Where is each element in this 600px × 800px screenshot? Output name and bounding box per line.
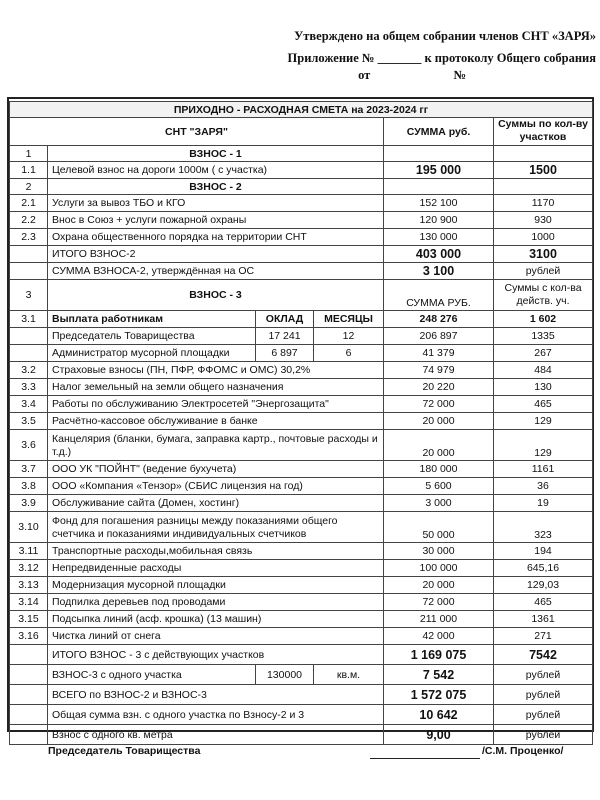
- row-number: 3.8: [10, 478, 48, 495]
- row-sum: 42 000: [384, 628, 494, 645]
- col-count-header: Суммы по кол-ву участков: [494, 118, 593, 146]
- v2-total-sum: 403 000: [384, 246, 494, 263]
- section-number: 3: [10, 280, 48, 311]
- signature-role: Председатель Товарищества: [48, 745, 201, 757]
- empty-cell: [384, 179, 494, 195]
- row-number: 3.15: [10, 611, 48, 628]
- table-row: [10, 543, 593, 560]
- summary-row: [10, 685, 593, 705]
- row-count: 19: [494, 495, 593, 512]
- table-row: [10, 430, 593, 461]
- v2-approved-row: [10, 263, 593, 280]
- row-name: Страховые взносы (ПН, ПФР, ФФОМС и ОМС) 30,2%: [48, 362, 384, 379]
- row-name: Целевой взнос на дороги 1000м ( с участка): [48, 162, 384, 179]
- worker-count: 267: [494, 345, 593, 362]
- worker-sum: 41 379: [384, 345, 494, 362]
- row-number: 3.1: [10, 311, 48, 328]
- row-count: 1170: [494, 195, 593, 212]
- summary-label: Общая сумма взн. с одного участка по Взносу-2 и 3: [48, 705, 384, 725]
- v3-per-plot-unit: рублей: [494, 665, 593, 685]
- empty-cell: [384, 146, 494, 162]
- row-count: 129,03: [494, 577, 593, 594]
- row-name: Обслуживание сайта (Домен, хостинг): [48, 495, 384, 512]
- table-row: [10, 560, 593, 577]
- row-name: Налог земельный на земли общего назначения: [48, 379, 384, 396]
- row-sum: 211 000: [384, 611, 494, 628]
- empty-cell: [10, 328, 48, 345]
- worker-row: [10, 345, 593, 362]
- budget-table: [9, 101, 593, 745]
- row-sum: 50 000: [384, 512, 494, 543]
- empty-cell: [10, 345, 48, 362]
- row-name: Услуги за вывоз ТБО и КГО: [48, 195, 384, 212]
- column-header-row: [10, 118, 593, 146]
- summary-sum: 1 572 075: [384, 685, 494, 705]
- salary-header: ОКЛАД: [256, 311, 314, 328]
- row-count: 271: [494, 628, 593, 645]
- workers-sum: 248 276: [384, 311, 494, 328]
- row-sum: 195 000: [384, 162, 494, 179]
- v2-approved-sum: 3 100: [384, 263, 494, 280]
- col-name-header: СНТ "ЗАРЯ": [10, 118, 384, 146]
- row-count: 1361: [494, 611, 593, 628]
- empty-cell: [10, 246, 48, 263]
- worker-sum: 206 897: [384, 328, 494, 345]
- row-sum: 74 979: [384, 362, 494, 379]
- worker-count: 1335: [494, 328, 593, 345]
- date-number-line: [0, 68, 596, 83]
- row-name: Фонд для погашения разницы между показаниями общего счетчика и показаниями индивидуальных счетчиков: [48, 512, 384, 543]
- row-name: Работы по обслуживанию Электросетей "Энергозащита": [48, 396, 384, 413]
- summary-row: [10, 705, 593, 725]
- row-count: 1161: [494, 461, 593, 478]
- summary-row: [10, 725, 593, 745]
- section-number: 1: [10, 146, 48, 162]
- row-count: 36: [494, 478, 593, 495]
- section-2-row: [10, 179, 593, 195]
- area-value: 130000: [256, 665, 314, 685]
- row-sum: 20 000: [384, 577, 494, 594]
- row-sum: 5 600: [384, 478, 494, 495]
- summary-label: Взнос с одного кв. метра: [48, 725, 384, 745]
- row-sum: 72 000: [384, 594, 494, 611]
- row-number: 3.16: [10, 628, 48, 645]
- row-name: ООО «Компания «Тензор» (СБИС лицензия на год): [48, 478, 384, 495]
- worker-name: Председатель Товарищества: [48, 328, 256, 345]
- empty-cell: [10, 645, 48, 665]
- worker-row: [10, 328, 593, 345]
- worker-salary: 17 241: [256, 328, 314, 345]
- table-row: [10, 396, 593, 413]
- v3-per-plot-label: ВЗНОС-3 с одного участка: [48, 665, 256, 685]
- v3-per-plot-sum: 7 542: [384, 665, 494, 685]
- row-number: 3.14: [10, 594, 48, 611]
- row-name: ООО УК "ПОЙНТ" (ведение бухучета): [48, 461, 384, 478]
- summary-sum: 9,00: [384, 725, 494, 745]
- row-count: 1000: [494, 229, 593, 246]
- table-row: [10, 362, 593, 379]
- table-row: [10, 413, 593, 430]
- workers-header-row: [10, 311, 593, 328]
- v3-total-sum: 1 169 075: [384, 645, 494, 665]
- row-sum: 20 000: [384, 430, 494, 461]
- empty-cell: [10, 725, 48, 745]
- section-title: ВЗНОС - 2: [48, 179, 384, 195]
- row-name: Расчётно-кассовое обслуживание в банке: [48, 413, 384, 430]
- empty-cell: [10, 685, 48, 705]
- summary-label: ВСЕГО по ВЗНОС-2 и ВЗНОС-3: [48, 685, 384, 705]
- v2-approved-unit: рублей: [494, 263, 593, 280]
- worker-name: Администратор мусорной площадки: [48, 345, 256, 362]
- v3-total-label: ИТОГО ВЗНОС - 3 с действующих участков: [48, 645, 384, 665]
- row-number: 3.4: [10, 396, 48, 413]
- v3-col-sum-header: СУММА РУБ.: [384, 280, 494, 311]
- row-name: Охрана общественного порядка на территории СНТ: [48, 229, 384, 246]
- row-sum: 180 000: [384, 461, 494, 478]
- row-number: 1.1: [10, 162, 48, 179]
- summary-unit: рублей: [494, 705, 593, 725]
- row-number: 3.13: [10, 577, 48, 594]
- row-number: 3.7: [10, 461, 48, 478]
- row-count: 465: [494, 594, 593, 611]
- table-row: [10, 495, 593, 512]
- table-row: [10, 195, 593, 212]
- summary-unit: рублей: [494, 685, 593, 705]
- row-sum: 152 100: [384, 195, 494, 212]
- signature-name: /С.М. Проценко/: [482, 745, 564, 757]
- table-title: ПРИХОДНО - РАСХОДНАЯ СМЕТА на 2023-2024 гг: [10, 102, 593, 118]
- row-number: 3.6: [10, 430, 48, 461]
- table-row: [10, 379, 593, 396]
- workers-label: Выплата работникам: [48, 311, 256, 328]
- summary-sum: 10 642: [384, 705, 494, 725]
- row-sum: 20 000: [384, 413, 494, 430]
- v3-total-row: [10, 645, 593, 665]
- section-3-row: [10, 280, 593, 311]
- empty-cell: [10, 263, 48, 280]
- row-name: Непредвиденные расходы: [48, 560, 384, 577]
- table-row: [10, 461, 593, 478]
- section-number: 2: [10, 179, 48, 195]
- table-row: [10, 162, 593, 179]
- row-count: 930: [494, 212, 593, 229]
- empty-cell: [10, 705, 48, 725]
- worker-months: 12: [314, 328, 384, 345]
- table-row: [10, 594, 593, 611]
- row-sum: 20 220: [384, 379, 494, 396]
- signature-line: [370, 758, 480, 759]
- row-number: 3.5: [10, 413, 48, 430]
- number-label: №: [453, 68, 466, 82]
- table-row: [10, 512, 593, 543]
- table-row: [10, 212, 593, 229]
- row-sum: 130 000: [384, 229, 494, 246]
- area-unit: кв.м.: [314, 665, 384, 685]
- table-row: [10, 577, 593, 594]
- table-row: [10, 611, 593, 628]
- row-number: 3.11: [10, 543, 48, 560]
- appendix-line: Приложение № _______ к протоколу Общего собрания: [287, 51, 596, 65]
- section-1-row: [10, 146, 593, 162]
- row-count: 484: [494, 362, 593, 379]
- table-title-row: [10, 102, 593, 118]
- row-number: 3.9: [10, 495, 48, 512]
- section-title: ВЗНОС - 1: [48, 146, 384, 162]
- row-count: 130: [494, 379, 593, 396]
- row-sum: 30 000: [384, 543, 494, 560]
- table-row: [10, 229, 593, 246]
- empty-cell: [494, 146, 593, 162]
- empty-cell: [10, 665, 48, 685]
- row-number: 3.3: [10, 379, 48, 396]
- v3-total-count: 7542: [494, 645, 593, 665]
- row-number: 2.2: [10, 212, 48, 229]
- approval-line: Утверждено на общем собрании членов СНТ «ЗАРЯ»: [294, 29, 596, 43]
- row-number: 2.1: [10, 195, 48, 212]
- worker-salary: 6 897: [256, 345, 314, 362]
- row-name: Внос в Союз + услуги пожарной охраны: [48, 212, 384, 229]
- row-sum: 3 000: [384, 495, 494, 512]
- date-label: от: [358, 68, 371, 82]
- row-count: 129: [494, 430, 593, 461]
- row-count: 1500: [494, 162, 593, 179]
- section-title: ВЗНОС - 3: [48, 280, 384, 311]
- row-name: Канцелярия (бланки, бумага, заправка картр., почтовые расходы и т.д.): [48, 430, 384, 461]
- v3-per-plot-row: [10, 665, 593, 685]
- row-number: 3.2: [10, 362, 48, 379]
- months-header: МЕСЯЦЫ: [314, 311, 384, 328]
- v2-total-label: ИТОГО ВЗНОС-2: [48, 246, 384, 263]
- row-count: 323: [494, 512, 593, 543]
- row-count: 465: [494, 396, 593, 413]
- row-sum: 72 000: [384, 396, 494, 413]
- table-row: [10, 628, 593, 645]
- row-count: 645,16: [494, 560, 593, 577]
- col-sum-header: СУММА руб.: [384, 118, 494, 146]
- row-name: Чистка линий от снега: [48, 628, 384, 645]
- v2-total-count: 3100: [494, 246, 593, 263]
- v2-total-row: [10, 246, 593, 263]
- v3-col-count-header: Суммы с кол-ва действ. уч.: [494, 280, 593, 311]
- table-row: [10, 478, 593, 495]
- worker-months: 6: [314, 345, 384, 362]
- workers-count: 1 602: [494, 311, 593, 328]
- row-name: Подсыпка линий (асф. крошка) (13 машин): [48, 611, 384, 628]
- row-sum: 100 000: [384, 560, 494, 577]
- row-name: Модернизация мусорной площадки: [48, 577, 384, 594]
- summary-unit: рублей: [494, 725, 593, 745]
- row-number: 3.10: [10, 512, 48, 543]
- empty-cell: [494, 179, 593, 195]
- row-number: 3.12: [10, 560, 48, 577]
- row-name: Подпилка деревьев под проводами: [48, 594, 384, 611]
- v2-approved-label: СУММА ВЗНОСА-2, утверждённая на ОС: [48, 263, 384, 280]
- row-name: Транспортные расходы,мобильная связь: [48, 543, 384, 560]
- row-number: 2.3: [10, 229, 48, 246]
- row-sum: 120 900: [384, 212, 494, 229]
- row-count: 194: [494, 543, 593, 560]
- row-count: 129: [494, 413, 593, 430]
